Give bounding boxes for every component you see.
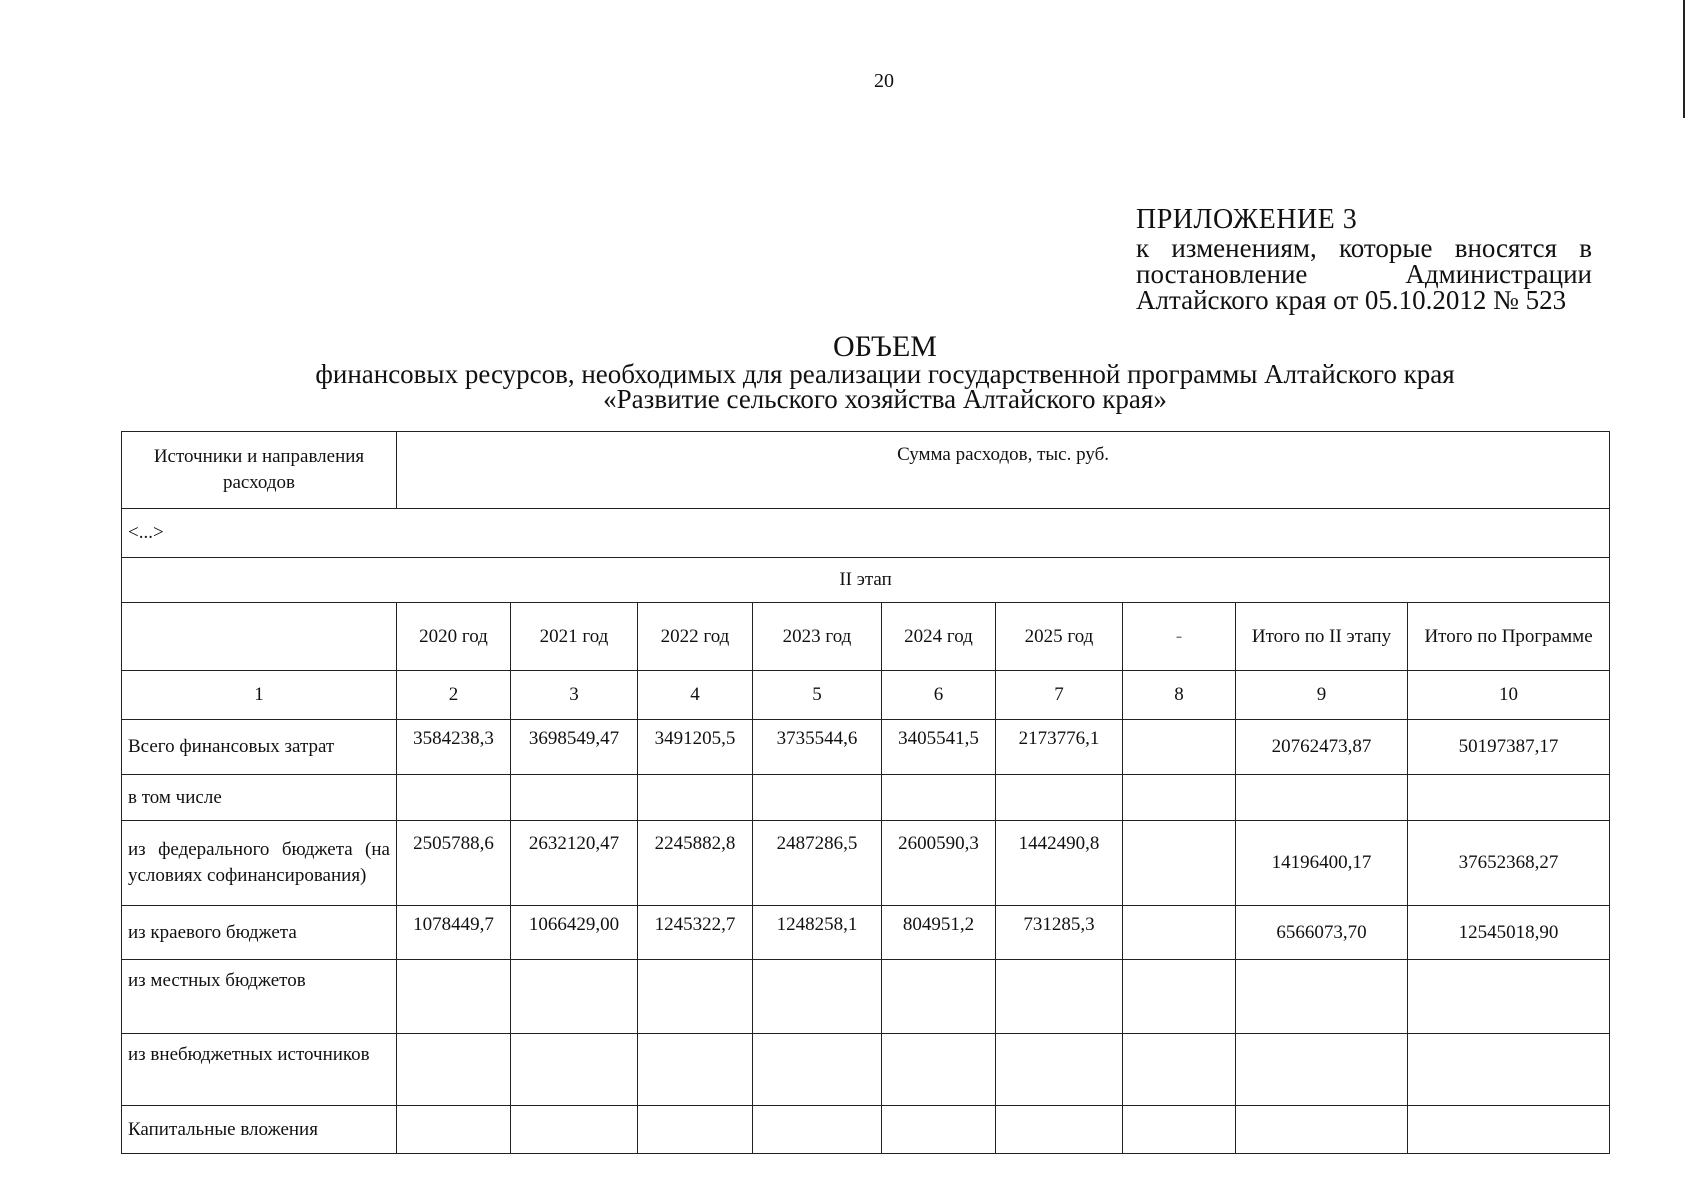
table-cell: 1245322,7 xyxy=(638,906,753,960)
column-number: 7 xyxy=(996,671,1123,720)
table-cell xyxy=(1408,1034,1610,1106)
table-cell: 2632120,47 xyxy=(511,821,638,906)
stage-row xyxy=(122,558,1610,603)
row-label: Всего финансовых затрат xyxy=(122,720,397,775)
table-cell xyxy=(1123,1034,1236,1106)
table-cell xyxy=(996,1106,1123,1154)
table-row-including xyxy=(122,775,1610,821)
column-number: 4 xyxy=(638,671,753,720)
table-cell: 20762473,87 xyxy=(1236,720,1408,775)
column-number: 8 xyxy=(1123,671,1236,720)
table-cell xyxy=(1123,775,1236,821)
column-number: 5 xyxy=(753,671,882,720)
table-cell: 1066429,00 xyxy=(511,906,638,960)
table-cell xyxy=(1408,960,1610,1034)
column-header-2022: 2022 год xyxy=(638,603,753,671)
stage-cell: II этап xyxy=(122,558,1610,603)
appendix-text: к изменениям, которые вносятся в постановление Администрации Алтайского края от 05.10.2012 № 523 xyxy=(1136,233,1592,315)
column-header-empty xyxy=(122,603,397,671)
document-title-line2: «Развитие сельского хозяйства Алтайского края» xyxy=(603,384,1167,414)
table-row-regional xyxy=(122,906,1610,960)
table-cell xyxy=(1123,1106,1236,1154)
table-cell xyxy=(638,1106,753,1154)
header-sources-cell: Источники и направления расходов xyxy=(122,432,397,509)
table-cell xyxy=(397,960,511,1034)
table-cell: 12545018,90 xyxy=(1408,906,1610,960)
column-header-program-total: Итого по Программе xyxy=(1408,603,1610,671)
appendix-block xyxy=(1136,204,1592,313)
table-cell: 1078449,7 xyxy=(397,906,511,960)
column-header-2023: 2023 год xyxy=(753,603,882,671)
table-cell: 6566073,70 xyxy=(1236,906,1408,960)
row-label: Капитальные вложения xyxy=(122,1106,397,1154)
table-cell xyxy=(753,1106,882,1154)
table-row-federal xyxy=(122,821,1610,906)
table-cell xyxy=(638,775,753,821)
table-cell xyxy=(1123,906,1236,960)
table-cell xyxy=(1408,775,1610,821)
table-cell xyxy=(882,1106,996,1154)
column-header-2021: 2021 год xyxy=(511,603,638,671)
table-row-off-budget xyxy=(122,1034,1610,1106)
row-label: из местных бюджетов xyxy=(122,960,397,1034)
document-title xyxy=(160,332,1610,412)
table-cell: 3698549,47 xyxy=(511,720,638,775)
table-cell: 804951,2 xyxy=(882,906,996,960)
table-cell: 2600590,3 xyxy=(882,821,996,906)
table-cell xyxy=(1236,1034,1408,1106)
row-label: из федерального бюджета (на условиях софинансирования) xyxy=(122,821,397,906)
column-number: 1 xyxy=(122,671,397,720)
table-cell: 3584238,3 xyxy=(397,720,511,775)
column-number: 2 xyxy=(397,671,511,720)
financing-table xyxy=(121,431,1610,1154)
table-cell xyxy=(1236,960,1408,1034)
table-row-total xyxy=(122,720,1610,775)
page-edge-line xyxy=(1683,0,1685,118)
table-cell: 3405541,5 xyxy=(882,720,996,775)
table-cell xyxy=(882,960,996,1034)
ellipsis-cell: <...> xyxy=(122,509,1610,558)
column-header-2020: 2020 год xyxy=(397,603,511,671)
table-cell: 14196400,17 xyxy=(1236,821,1408,906)
column-number: 6 xyxy=(882,671,996,720)
table-cell xyxy=(397,775,511,821)
column-header-dash: - xyxy=(1123,603,1236,671)
table-cell xyxy=(397,1034,511,1106)
table-row-local xyxy=(122,960,1610,1034)
column-header-stage-total: Итого по II этапу xyxy=(1236,603,1408,671)
page-number: 20 xyxy=(874,70,894,92)
table-cell xyxy=(1123,960,1236,1034)
column-header-row xyxy=(122,603,1610,671)
table-cell: 3735544,6 xyxy=(753,720,882,775)
table-cell xyxy=(638,960,753,1034)
table-cell: 1248258,1 xyxy=(753,906,882,960)
table-cell xyxy=(397,1106,511,1154)
table-cell xyxy=(996,775,1123,821)
table-cell xyxy=(1123,720,1236,775)
row-label: из внебюджетных источников xyxy=(122,1034,397,1106)
table-cell xyxy=(1236,775,1408,821)
table-cell xyxy=(1123,821,1236,906)
row-label: из краевого бюджета xyxy=(122,906,397,960)
column-number: 10 xyxy=(1408,671,1610,720)
table-cell xyxy=(996,960,1123,1034)
column-header-2024: 2024 год xyxy=(882,603,996,671)
table-cell: 2173776,1 xyxy=(996,720,1123,775)
table-cell xyxy=(638,1034,753,1106)
column-header-2025: 2025 год xyxy=(996,603,1123,671)
table-cell xyxy=(753,775,882,821)
table-cell: 2245882,8 xyxy=(638,821,753,906)
table-header-row xyxy=(122,432,1610,509)
table-cell: 1442490,8 xyxy=(996,821,1123,906)
table-cell xyxy=(753,1034,882,1106)
column-number: 3 xyxy=(511,671,638,720)
table-cell xyxy=(882,775,996,821)
table-cell xyxy=(511,1034,638,1106)
table-cell xyxy=(511,960,638,1034)
header-sum-cell: Сумма расходов, тыс. руб. xyxy=(397,432,1610,509)
ellipsis-row xyxy=(122,509,1610,558)
table-cell xyxy=(753,960,882,1034)
table-row-capital xyxy=(122,1106,1610,1154)
table-cell xyxy=(511,1106,638,1154)
table-cell xyxy=(882,1034,996,1106)
table-cell: 2505788,6 xyxy=(397,821,511,906)
table-cell xyxy=(1408,1106,1610,1154)
row-label: в том числе xyxy=(122,775,397,821)
table-cell: 3491205,5 xyxy=(638,720,753,775)
table-cell: 731285,3 xyxy=(996,906,1123,960)
table-cell xyxy=(1236,1106,1408,1154)
table-cell: 50197387,17 xyxy=(1408,720,1610,775)
table-cell xyxy=(996,1034,1123,1106)
document-title-main: ОБЪЕМ xyxy=(833,330,937,363)
table-cell: 37652368,27 xyxy=(1408,821,1610,906)
table-cell xyxy=(511,775,638,821)
document-title-line1: финансовых ресурсов, необходимых для реализации государственной программы Алтайского края xyxy=(315,359,1455,389)
column-number-row xyxy=(122,671,1610,720)
table-cell: 2487286,5 xyxy=(753,821,882,906)
column-number: 9 xyxy=(1236,671,1408,720)
appendix-title: ПРИЛОЖЕНИЕ 3 xyxy=(1136,204,1358,235)
